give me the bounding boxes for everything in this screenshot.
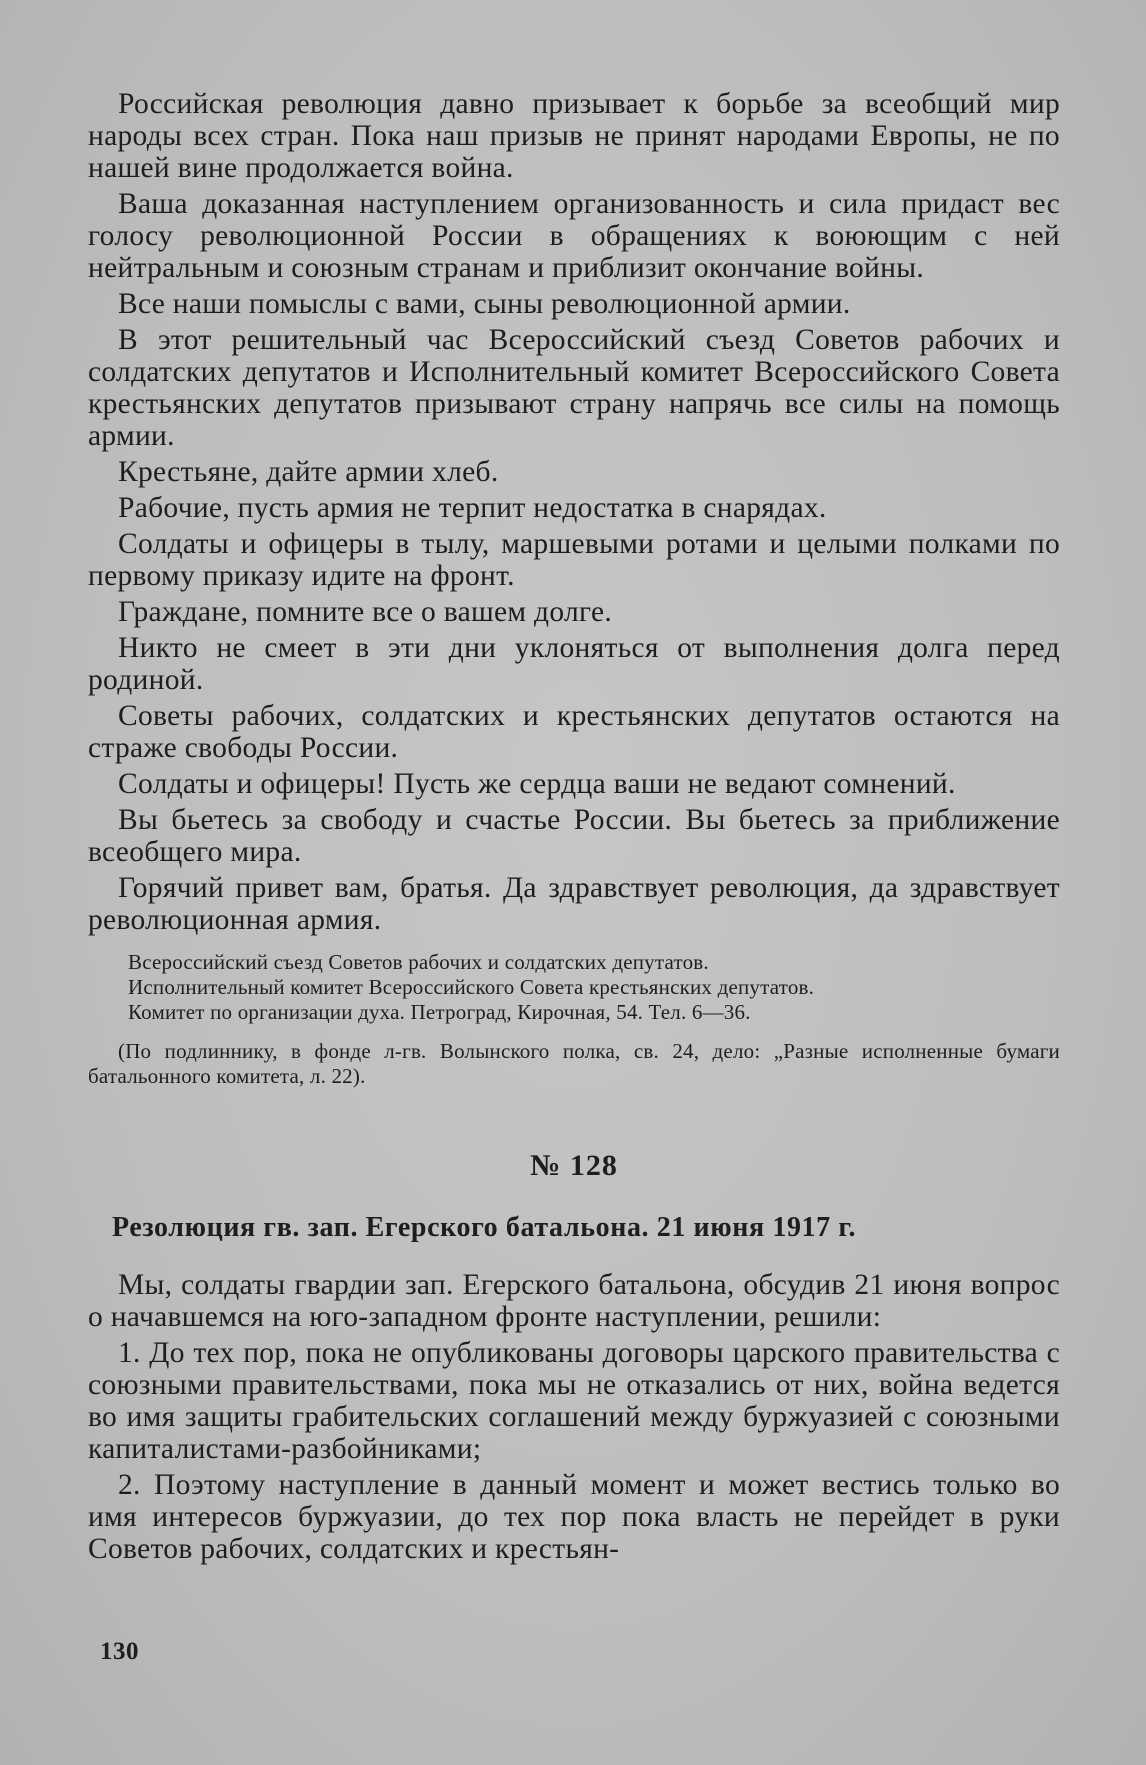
paragraph: Никто не смеет в эти дни уклоняться от выполнения долга перед родиной. — [88, 632, 1060, 696]
paragraph: Ваша доказанная наступлением организованность и сила придаст вес голосу революционной России в обращениях к воюющим с ней нейтральным и союзным странам и приблизит окончание войны. — [88, 188, 1060, 284]
document-number: № 128 — [530, 1149, 618, 1182]
paragraph: Советы рабочих, солдатских и крестьянских депутатов остаются на страже свободы России. — [88, 700, 1060, 764]
signature-line: Исполнительный комитет Всероссийского Совета крестьянских депутатов. — [128, 975, 815, 999]
paragraph: В этот решительный час Всероссийский съезд Советов рабочих и солдатских депутатов и Исполнительный комитет Всероссийского Совета крестьянских депутатов призывают страну напрячь все силы на помощь армии. — [88, 324, 1060, 452]
paragraph: Горячий привет вам, братья. Да здравствует революция, да здравствует революционная армия. — [88, 872, 1060, 936]
paragraph: Все наши помыслы с вами, сыны революционной армии. — [118, 288, 851, 320]
paragraph: Российская революция давно призывает к борьбе за всеобщий мир народы всех стран. Пока наш призыв не принят народами Европы, не по нашей вине продолжается война. — [88, 88, 1060, 184]
page-text — [88, 88, 1060, 1569]
signature-block — [88, 950, 1060, 1025]
paragraph: Солдаты и офицеры! Пусть же сердца ваши не ведают сомнений. — [118, 768, 956, 800]
signature-line: Комитет по организации духа. Петроград, Кирочная, 54. Тел. 6—36. — [128, 1000, 751, 1024]
paragraph: Мы, солдаты гвардии зап. Егерского батальона, обсудив 21 июня вопрос о начавшемся на юго-западном фронте наступлении, решили: — [88, 1269, 1060, 1333]
signature-line: Всероссийский съезд Советов рабочих и солдатских депутатов. — [128, 950, 709, 974]
paragraph: Граждане, помните все о вашем долге. — [118, 596, 613, 628]
page-number: 130 — [100, 1638, 139, 1665]
paragraph: Вы бьетесь за свободу и счастье России. Вы бьетесь за приближение всеобщего мира. — [88, 804, 1060, 868]
paragraph: Крестьяне, дайте армии хлеб. — [118, 456, 499, 488]
paragraph: 1. До тех пор, пока не опубликованы договоры царского правительства с союзными правительствами, пока мы не отказались от них, война ведется во имя защиты грабительских соглашений между буржуазией с союзными капиталистами-разбойниками; — [88, 1337, 1060, 1465]
document-title: Резолюция гв. зап. Егерского батальона. 21 июня 1917 г. — [112, 1212, 857, 1243]
paragraph: Рабочие, пусть армия не терпит недостатка в снарядах. — [118, 492, 827, 524]
paragraph: Солдаты и офицеры в тылу, маршевыми ротами и целыми полками по первому приказу идите на фронт. — [88, 528, 1060, 592]
paragraph: 2. Поэтому наступление в данный момент и может вестись только во имя интересов буржуазии, до тех пор пока власть не перейдет в руки Советов рабочих, солдатских и крестьян- — [88, 1469, 1060, 1565]
source-note: (По подлиннику, в фонде л-гв. Волынского полка, св. 24, дело: „Разные исполненные бумаги батальонного комитета, л. 22). — [88, 1039, 1060, 1088]
